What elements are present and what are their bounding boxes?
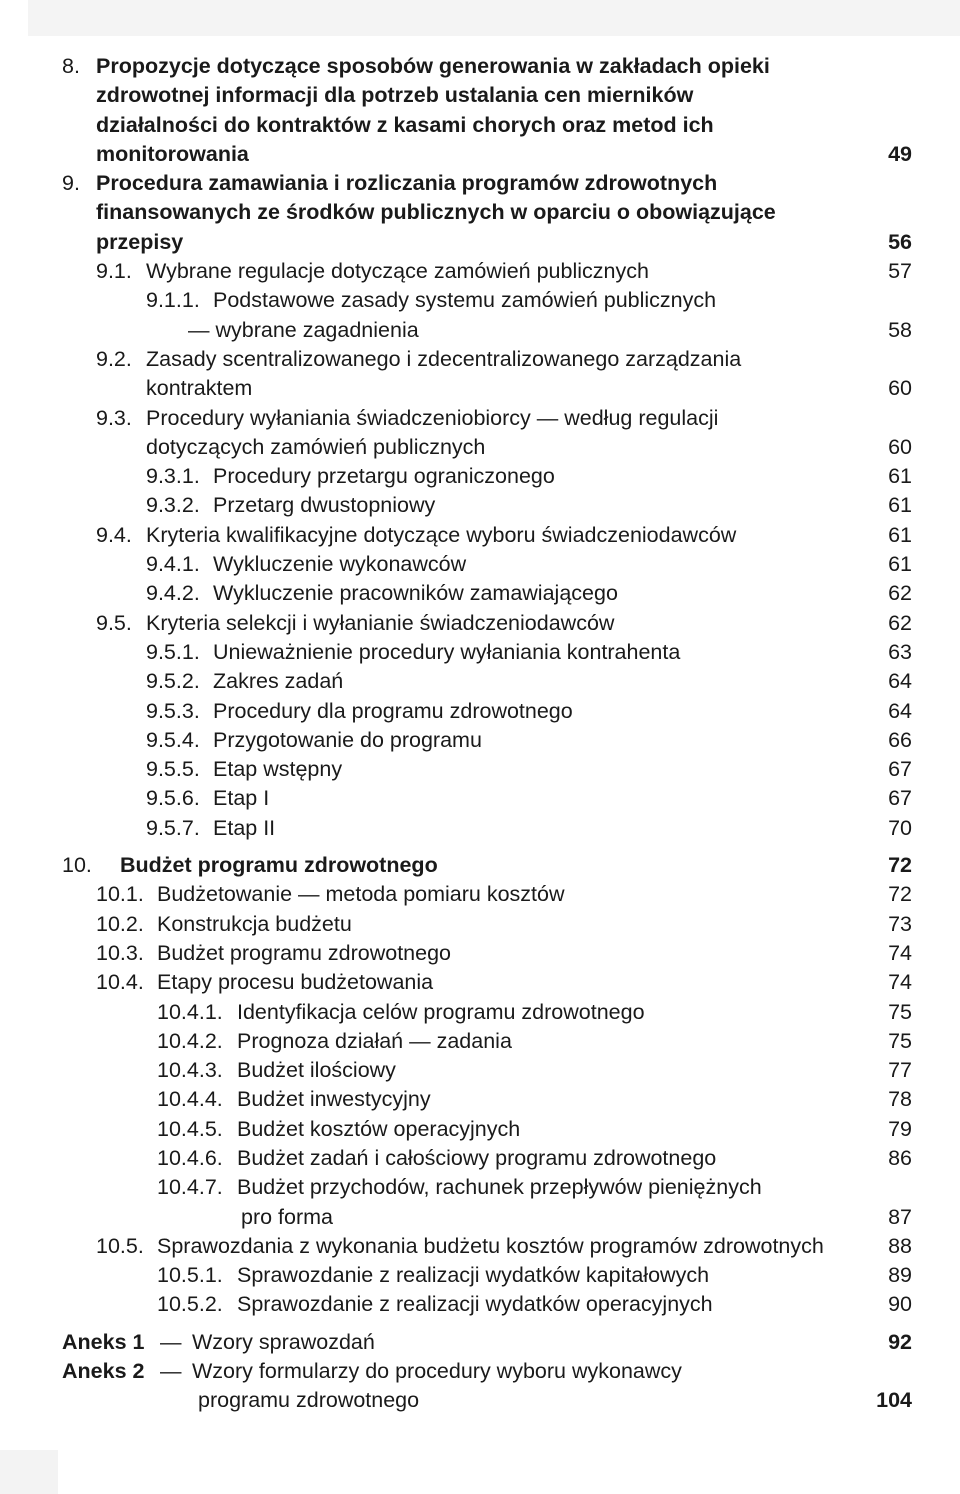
entry-page: 61 (888, 493, 912, 518)
entry-page: 72 (888, 853, 912, 878)
toc-entry-10-4-7[interactable] (0, 1173, 960, 1202)
toc-entry-aneks-1[interactable] (0, 1328, 960, 1357)
entry-page: 90 (888, 1292, 912, 1317)
entry-page: 88 (888, 1233, 912, 1258)
toc-entry-9-1-1[interactable] (0, 286, 960, 315)
entry-page: 60 (888, 376, 912, 401)
entry-number: 10.2. (96, 911, 144, 936)
entry-title: Etapy procesu budżetowania (157, 970, 434, 995)
entry-title: Konstrukcja budżetu (157, 911, 352, 936)
toc-entry-9-5[interactable] (0, 609, 960, 638)
toc-entry-10-4-4[interactable] (0, 1085, 960, 1114)
entry-page: 72 (888, 882, 912, 907)
entry-number: 10.4.4. (157, 1087, 223, 1112)
toc-entry-9-5-3[interactable] (0, 697, 960, 726)
corner-shade (0, 1450, 58, 1494)
entry-title: Przygotowanie do programu (213, 727, 482, 752)
toc-entry-9-5-6[interactable] (0, 784, 960, 813)
entry-number: 9.5.3. (146, 698, 200, 723)
entry-page: 63 (888, 639, 912, 664)
entry-page: 86 (888, 1145, 912, 1170)
entry-title: Budżet przychodów, rachunek przepływów pieniężnych (237, 1175, 762, 1200)
entry-number: 10.5. (96, 1233, 144, 1258)
entry-page: 104 (876, 1388, 912, 1413)
entry-number: 9.4. (96, 522, 132, 547)
entry-number: 9.3.2. (146, 493, 200, 518)
entry-number: 9.1.1. (146, 288, 200, 313)
toc-entry-9-1[interactable] (0, 257, 960, 286)
entry-title: Przetarg dwustopniowy (213, 493, 436, 518)
entry-page: 67 (888, 757, 912, 782)
toc-entry-10-4-2[interactable] (0, 1027, 960, 1056)
entry-title: Wzory sprawozdań (192, 1329, 375, 1354)
entry-number: 10.4.5. (157, 1116, 223, 1141)
entry-title: Procedury wyłaniania świadczeniobiorcy — według regulacji (146, 405, 719, 430)
entry-title: Etap I (213, 786, 270, 811)
entry-page: 75 (888, 999, 912, 1024)
toc-entry-9-cont (0, 228, 960, 257)
entry-title: Zasady scentralizowanego i zdecentralizowanego zarządzania (146, 346, 742, 371)
entry-title: zdrowotnej informacji dla potrzeb ustalania cen mierników (96, 83, 694, 108)
toc-entry-10[interactable] (0, 851, 960, 880)
entry-page: 56 (888, 229, 912, 254)
entry-page: 64 (888, 698, 912, 723)
entry-title: Wzory formularzy do procedury wyboru wykonawcy (192, 1359, 682, 1384)
entry-title: Wykluczenie wykonawców (213, 552, 467, 577)
toc-entry-9-5-5[interactable] (0, 755, 960, 784)
toc-entry-9-3-cont (0, 433, 960, 462)
entry-title: finansowanych ze środków publicznych w oparciu o obowiązujące (96, 200, 776, 225)
entry-title: Propozycje dotyczące sposobów generowania w zakładach opieki (96, 54, 770, 78)
entry-number: 10. (62, 853, 92, 878)
toc-entry-9-3-2[interactable] (0, 491, 960, 520)
entry-title: pro forma (241, 1204, 334, 1229)
entry-page: 67 (888, 786, 912, 811)
toc-entry-10-5[interactable] (0, 1232, 960, 1261)
entry-page: 49 (888, 141, 912, 166)
entry-page: 74 (888, 970, 912, 995)
entry-title: Prognoza działań — zadania (237, 1028, 512, 1053)
entry-label: Aneks 2 (62, 1359, 145, 1384)
toc-entry-8-cont (0, 140, 960, 169)
table-of-contents (0, 52, 960, 1416)
entry-page: 58 (888, 317, 912, 342)
entry-title: Kryteria kwalifikacyjne dotyczące wyboru świadczeniodawców (146, 522, 737, 547)
entry-title: Budżet kosztów operacyjnych (237, 1116, 521, 1141)
toc-entry-9-4-2[interactable] (0, 579, 960, 608)
entry-page: 73 (888, 911, 912, 936)
entry-number: 9.5.2. (146, 669, 200, 694)
entry-title: kontraktem (146, 376, 253, 401)
entry-number: 10.4.6. (157, 1145, 223, 1170)
entry-page: 70 (888, 815, 912, 840)
toc-entry-9-2[interactable] (0, 345, 960, 374)
entry-page: 66 (888, 727, 912, 752)
entry-page: 89 (888, 1263, 912, 1288)
entry-number: 9.4.2. (146, 581, 200, 606)
entry-title: monitorowania (96, 141, 249, 166)
toc-entry-9-5-4[interactable] (0, 726, 960, 755)
entry-number: 10.4. (96, 970, 144, 995)
entry-number: 10.5.2. (157, 1292, 223, 1317)
entry-title: działalności do kontraktów z kasami chorych oraz metod ich (96, 112, 714, 137)
toc-entry-10-1[interactable] (0, 880, 960, 909)
entry-number: 9.3. (96, 405, 132, 430)
entry-title: — wybrane zagadnienia (188, 317, 419, 342)
entry-title: Podstawowe zasady systemu zamówień publicznych (213, 288, 717, 313)
entry-title: Budżet programu zdrowotnego (120, 853, 438, 878)
toc-entry-10-2[interactable] (0, 910, 960, 939)
toc-entry-aneks-2[interactable] (0, 1357, 960, 1386)
entry-title: Etap wstępny (213, 757, 343, 782)
entry-number: 10.4.2. (157, 1028, 223, 1053)
entry-title: Budżet programu zdrowotnego (157, 940, 452, 965)
toc-entry-9-5-1[interactable] (0, 638, 960, 667)
entry-page: 61 (888, 522, 912, 547)
entry-page: 79 (888, 1116, 912, 1141)
entry-number: 10.5.1. (157, 1263, 223, 1288)
entry-number: 10.4.3. (157, 1058, 223, 1083)
entry-number: 10.4.7. (157, 1175, 223, 1200)
toc-entry-aneks-2-cont (0, 1386, 960, 1415)
toc-entry-9-2-cont (0, 374, 960, 403)
entry-number: 9.5.5. (146, 757, 200, 782)
entry-dash: — (160, 1329, 182, 1354)
entry-title: Procedura zamawiania i rozliczania programów zdrowotnych (96, 171, 718, 196)
toc-entry-8[interactable] (0, 52, 960, 81)
entry-title: przepisy (96, 229, 184, 254)
toc-entry-9-4-1[interactable] (0, 550, 960, 579)
toc-entry-10-5-1[interactable] (0, 1261, 960, 1290)
entry-page: 57 (888, 259, 912, 284)
toc-entry-10-4[interactable] (0, 968, 960, 997)
toc-entry-9[interactable] (0, 169, 960, 198)
entry-page: 61 (888, 464, 912, 489)
entry-title: Sprawozdania z wykonania budżetu kosztów programów zdrowotnych (157, 1233, 824, 1258)
entry-title: Wybrane regulacje dotyczące zamówień publicznych (146, 259, 649, 284)
toc-entry-8-cont (0, 111, 960, 140)
entry-page: 77 (888, 1058, 912, 1083)
entry-number: 9.5.4. (146, 727, 200, 752)
entry-number: 9.1. (96, 259, 132, 284)
toc-entry-9-cont (0, 198, 960, 227)
entry-page: 78 (888, 1087, 912, 1112)
entry-number: 9.5.6. (146, 786, 200, 811)
entry-page: 62 (888, 581, 912, 606)
entry-page: 61 (888, 552, 912, 577)
toc-entry-9-3[interactable] (0, 404, 960, 433)
toc-entry-10-4-7-cont (0, 1203, 960, 1232)
entry-page: 75 (888, 1028, 912, 1053)
toc-entry-10-5-2[interactable] (0, 1290, 960, 1319)
toc-entry-9-4[interactable] (0, 521, 960, 550)
entry-title: Kryteria selekcji i wyłanianie świadczeniodawców (146, 610, 615, 635)
entry-page: 74 (888, 940, 912, 965)
entry-number: 8. (62, 54, 80, 78)
toc-entry-9-3-1[interactable] (0, 462, 960, 491)
toc-entry-9-1-1-cont (0, 316, 960, 345)
entry-page: 60 (888, 434, 912, 459)
toc-entry-10-4-1[interactable] (0, 998, 960, 1027)
entry-title: Zakres zadań (213, 669, 344, 694)
entry-number: 9.5.1. (146, 639, 200, 664)
toc-entry-9-5-2[interactable] (0, 667, 960, 696)
entry-title: programu zdrowotnego (198, 1388, 420, 1413)
entry-title: dotyczących zamówień publicznych (146, 434, 486, 459)
entry-title: Unieważnienie procedury wyłaniania kontrahenta (213, 639, 681, 664)
toc-entry-10-4-5[interactable] (0, 1115, 960, 1144)
entry-title: Procedury przetargu ograniczonego (213, 464, 555, 489)
entry-page: 92 (888, 1329, 912, 1354)
entry-title: Wykluczenie pracowników zamawiającego (213, 581, 618, 606)
entry-number: 9.2. (96, 346, 132, 371)
top-shade (28, 0, 960, 36)
entry-dash: — (160, 1359, 182, 1384)
entry-number: 10.1. (96, 882, 144, 907)
toc-entry-9-5-7[interactable] (0, 814, 960, 843)
entry-page: 87 (888, 1204, 912, 1229)
entry-title: Budżet ilościowy (237, 1058, 396, 1083)
entry-number: 9.3.1. (146, 464, 200, 489)
entry-page: 62 (888, 610, 912, 635)
entry-title: Etap II (213, 815, 276, 840)
entry-number: 9. (62, 171, 80, 196)
toc-entry-8-cont (0, 81, 960, 110)
entry-title: Budżet zadań i całościowy programu zdrowotnego (237, 1145, 717, 1170)
entry-title: Budżetowanie — metoda pomiaru kosztów (157, 882, 565, 907)
entry-number: 9.5.7. (146, 815, 200, 840)
entry-number: 10.4.1. (157, 999, 223, 1024)
entry-title: Identyfikacja celów programu zdrowotnego (237, 999, 645, 1024)
entry-title: Sprawozdanie z realizacji wydatków operacyjnych (237, 1292, 713, 1317)
toc-entry-10-3[interactable] (0, 939, 960, 968)
entry-number: 9.5. (96, 610, 132, 635)
toc-entry-10-4-3[interactable] (0, 1056, 960, 1085)
toc-entry-10-4-6[interactable] (0, 1144, 960, 1173)
entry-page: 64 (888, 669, 912, 694)
entry-title: Procedury dla programu zdrowotnego (213, 698, 573, 723)
entry-title: Sprawozdanie z realizacji wydatków kapitałowych (237, 1263, 710, 1288)
entry-number: 10.3. (96, 940, 144, 965)
entry-title: Budżet inwestycyjny (237, 1087, 431, 1112)
entry-label: Aneks 1 (62, 1329, 145, 1354)
entry-number: 9.4.1. (146, 552, 200, 577)
